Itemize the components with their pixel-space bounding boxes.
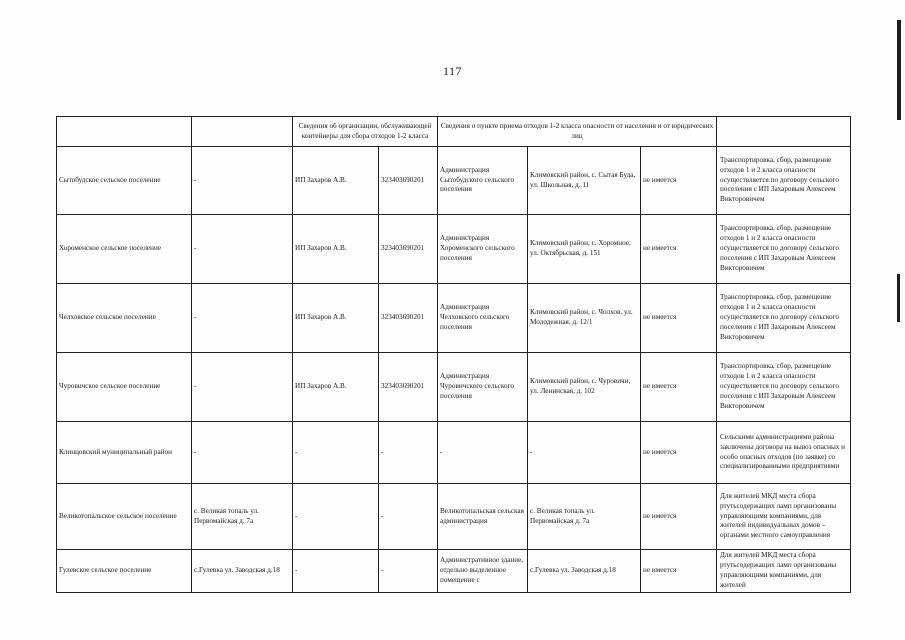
cell-note xyxy=(717,147,851,215)
cell-license-text: не имеется xyxy=(643,511,677,520)
cell-point-name-text: Административное здание, отдельно выделенное помещение с xyxy=(440,556,524,584)
cell-settlement-text: Чуровичское сельское поселение xyxy=(59,382,161,391)
cell-organization xyxy=(293,484,379,550)
cell-organization-text: ИП Захаров А.В. xyxy=(295,382,347,391)
cell-note-text: Сельскими администрациями района заключены договора на вывоз опасных и особо опасных отходов (по заявке) со специализированными предприятиями xyxy=(720,432,846,471)
cell-inn xyxy=(379,550,438,593)
cell-inn xyxy=(379,215,438,284)
cell-note xyxy=(717,484,851,550)
cell-address xyxy=(192,422,293,484)
cell-inn xyxy=(379,353,438,422)
cell-address xyxy=(192,284,293,353)
cell-note-text: Транспортировка, сбор, размещение отходов 1 и 2 класса опасности осуществляется по договору сельского поселения с ИП Захаровым Алексеем Викторовичем xyxy=(720,293,839,341)
cell-organization-text: ИП Захаров А.В. xyxy=(295,175,347,184)
header-empty-cell xyxy=(717,117,851,147)
cell-license xyxy=(641,284,717,353)
cell-settlement-text: Гулевское сельское поселение xyxy=(59,566,152,575)
cell-point-name-text: Великотопальская сельская администрация xyxy=(440,506,524,525)
cell-settlement xyxy=(57,550,192,593)
cell-note-text: Для жителей МКД места сбора ртутьсодержащих ламп организованы управляющими компаниями, для жителей индивидуальных домов – органами местного самоуправления xyxy=(720,491,837,540)
cell-note xyxy=(717,422,851,484)
cell-organization-text: ИП Захаров А.В. xyxy=(295,244,347,253)
cell-address xyxy=(192,353,293,422)
table-row xyxy=(57,215,851,284)
cell-inn-text: - xyxy=(381,566,384,575)
table-row xyxy=(57,484,851,550)
cell-settlement xyxy=(57,147,192,215)
cell-license-text: не имеется xyxy=(643,566,677,575)
cell-inn xyxy=(379,484,438,550)
cell-point-address xyxy=(528,484,641,550)
cell-point-address xyxy=(528,422,641,484)
cell-license-text: не имеется xyxy=(643,244,677,253)
cell-point-name xyxy=(438,215,528,284)
cell-license xyxy=(641,215,717,284)
cell-point-address-text: Климовский район, с. Хоромное, ул. Октябрьская, д. 151 xyxy=(530,239,631,257)
cell-inn-text: 323403690201 xyxy=(381,244,425,253)
table-row xyxy=(57,550,851,593)
cell-point-address-text: Климовский район, с. Сытая Буда, ул. Школьная, д. 11 xyxy=(530,170,636,189)
cell-point-name xyxy=(438,550,528,593)
cell-address-text: - xyxy=(194,313,197,322)
header-collection-point-group: Сведения о пункте приема отходов 1-2 класса опасности от населения и от юридических лиц xyxy=(438,117,717,147)
cell-organization xyxy=(293,422,379,484)
cell-settlement xyxy=(57,215,192,284)
cell-address-text: - xyxy=(194,447,197,456)
cell-inn-text: 323403690201 xyxy=(381,175,425,184)
cell-address xyxy=(192,215,293,284)
cell-address xyxy=(192,147,293,215)
cell-inn-text: 323403690201 xyxy=(381,382,425,391)
scan-edge-mark xyxy=(897,20,901,120)
cell-settlement xyxy=(57,422,192,484)
cell-address xyxy=(192,550,293,593)
cell-inn xyxy=(379,422,438,484)
cell-point-name xyxy=(438,422,528,484)
cell-settlement-text: Клинцовский муниципальный район xyxy=(59,447,172,456)
header-organization-group: Сведения об организации, обслуживающей контейнеры для сбора отходов 1-2 класса xyxy=(293,117,438,147)
cell-point-name-text: Администрация Челховского сельского поселения xyxy=(440,303,510,331)
cell-note xyxy=(717,284,851,353)
header-empty-cell xyxy=(57,117,192,147)
table-row xyxy=(57,284,851,353)
cell-organization xyxy=(293,215,379,284)
cell-point-name xyxy=(438,284,528,353)
page-number: 117 xyxy=(442,64,463,78)
cell-organization-text: - xyxy=(295,566,298,575)
table-row xyxy=(57,147,851,215)
cell-settlement-text: Хороменское сельское поселение xyxy=(59,244,162,253)
cell-point-address xyxy=(528,353,641,422)
scan-edge-mark xyxy=(897,274,900,322)
cell-note xyxy=(717,215,851,284)
cell-license xyxy=(641,484,717,550)
cell-inn xyxy=(379,284,438,353)
cell-license-text: не имеется xyxy=(643,447,677,456)
cell-license xyxy=(641,353,717,422)
cell-settlement-text: Великотопальское сельское поселение xyxy=(59,511,177,520)
cell-license-text: не имеется xyxy=(643,175,677,184)
cell-organization xyxy=(293,147,379,215)
cell-point-address-text: Климовский район, с. Чуровичи, ул. Ленинская, д. 102 xyxy=(530,377,631,395)
cell-note xyxy=(717,353,851,422)
cell-point-address xyxy=(528,147,641,215)
cell-license xyxy=(641,550,717,593)
cell-address-text: с.Гулевка ул. Заводская д.18 xyxy=(194,566,280,575)
table-row xyxy=(57,422,851,484)
cell-note xyxy=(717,550,851,593)
cell-point-address-text: Климовский район, с. Чолхов, ул. Молодежная, д. 12/1 xyxy=(530,308,633,326)
cell-address xyxy=(192,484,293,550)
cell-note-text: Транспортировка, сбор, размещение отходов 1 и 2 класса опасности осуществляется по договору сельского поселения с ИП Захаровым Алексеем Викторовичем xyxy=(720,155,839,204)
cell-license xyxy=(641,147,717,215)
cell-license-text: не имеется xyxy=(643,382,677,391)
cell-point-address-text: - xyxy=(530,447,533,456)
cell-address-text: - xyxy=(194,382,197,391)
cell-point-name xyxy=(438,147,528,215)
table-body xyxy=(57,117,851,593)
cell-organization xyxy=(293,550,379,593)
cell-settlement-text: Челховское сельское поселение xyxy=(59,313,156,322)
cell-inn-text: - xyxy=(381,447,384,456)
cell-point-address xyxy=(528,284,641,353)
cell-settlement-text: Сытобудское сельское поселение xyxy=(59,175,161,184)
cell-organization xyxy=(293,353,379,422)
cell-note-text: Для жителей МКД места сбора ртутьсодержащих ламп организованы управляющими компаниями, для жителей xyxy=(720,551,837,589)
cell-inn-text: - xyxy=(381,511,384,520)
cell-point-name xyxy=(438,484,528,550)
cell-license xyxy=(641,422,717,484)
cell-point-name-text: - xyxy=(440,447,443,456)
cell-point-address-text: с.Гулевка ул. Заводская д.18 xyxy=(530,566,616,575)
header-empty-cell xyxy=(192,117,293,147)
cell-settlement xyxy=(57,353,192,422)
cell-address-text: - xyxy=(194,244,197,253)
cell-point-name-text: Администрация Чуровичского сельского поселения xyxy=(440,372,514,400)
cell-organization-text: - xyxy=(295,447,298,456)
waste-collection-table xyxy=(56,116,851,593)
cell-settlement xyxy=(57,284,192,353)
cell-point-name xyxy=(438,353,528,422)
cell-note-text: Транспортировка, сбор, размещение отходов 1 и 2 класса опасности осуществляется по договору сельского поселения с ИП Захаровым Алексеем Викторовичем xyxy=(720,362,839,410)
cell-point-address xyxy=(528,215,641,284)
cell-point-address xyxy=(528,550,641,593)
cell-settlement xyxy=(57,484,192,550)
table-header-row xyxy=(57,117,851,147)
cell-organization-text: - xyxy=(295,511,298,520)
cell-point-address-text: с. Великая топаль ул. Первомайская д. 7а xyxy=(530,506,595,525)
cell-address-text: с. Великая топаль ул. Первомайская д. 7а xyxy=(194,506,259,525)
cell-point-name-text: Администрация Сытобудского сельского поселения xyxy=(440,165,515,194)
cell-inn-text: 323403690201 xyxy=(381,313,425,322)
cell-address-text: - xyxy=(194,175,197,184)
cell-point-name-text: Администрация Хороменского сельского поселения xyxy=(440,234,515,262)
cell-organization xyxy=(293,284,379,353)
cell-organization-text: ИП Захаров А.В. xyxy=(295,313,347,322)
cell-license-text: не имеется xyxy=(643,313,677,322)
cell-note-text: Транспортировка, сбор, размещение отходов 1 и 2 класса опасности осуществляется по договору сельского поселения с ИП Захаровым Алексеем Викторовичем xyxy=(720,224,839,272)
table-row xyxy=(57,353,851,422)
cell-inn xyxy=(379,147,438,215)
